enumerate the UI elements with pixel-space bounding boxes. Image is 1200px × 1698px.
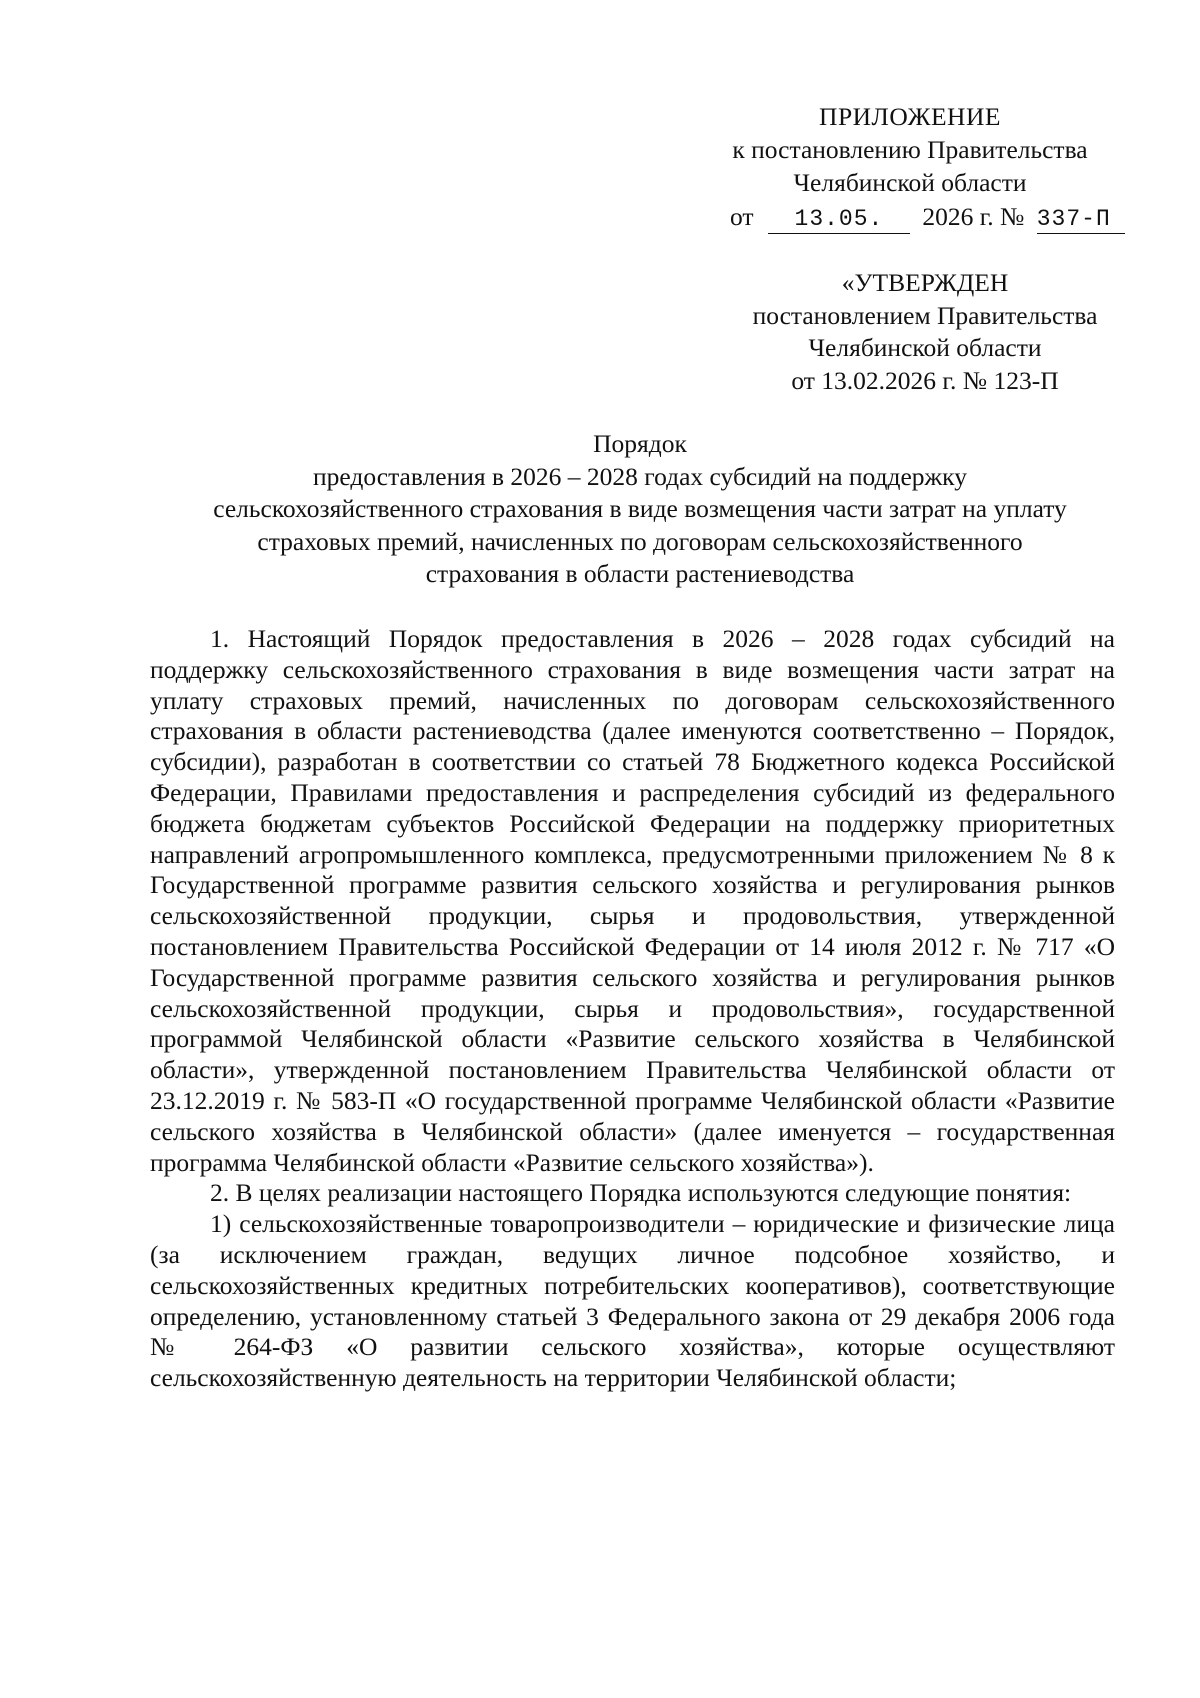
document-body: [150, 624, 1115, 1394]
title-line-1: Порядок: [593, 429, 687, 458]
document-number: 337-П: [1037, 205, 1125, 234]
paragraph-3: 1) сельскохозяйственные товаропроизводители – юридические и физические лица (за исключением граждан, ведущих личное подсобное хозяйство, и сельскохозяйственных кредитных потребительских кооперативов), соответствующие определению, установленному статьей 3 Федерального закона от 29 декабря 2006 года № 264-ФЗ «О развитии сельского хозяйства», которые осуществляют сельскохозяйственную деятельность на территории Челябинской области;: [150, 1209, 1115, 1393]
title-line-5: страхования в области растениеводства: [425, 559, 855, 588]
approved-line-2: Челябинской области: [808, 333, 1042, 362]
document-title: [140, 428, 1140, 591]
title-line-4: страховых премий, начисленных по договорам сельскохозяйственного: [257, 526, 1023, 556]
paragraph-2: 2. В целях реализации настоящего Порядка используются следующие понятия:: [210, 1178, 1072, 1208]
appendix-line-2: Челябинской области: [793, 168, 1027, 197]
approved-line-1: постановлением Правительства: [752, 300, 1098, 330]
title-line-3: сельскохозяйственного страхования в виде возмещения части затрат на уплату: [213, 494, 1067, 523]
appendix-block: [690, 100, 1130, 199]
approved-line-3: от 13.02.2026 г. № 123-П: [791, 365, 1059, 395]
appendix-date-number-line: [730, 200, 1140, 240]
date-prefix: от: [730, 202, 754, 231]
approved-block: [700, 267, 1150, 397]
approved-heading: «УТВЕРЖДЕН: [841, 268, 1009, 297]
appendix-line-1: к постановлению Правительства: [732, 135, 1088, 164]
date-value: 13.05.: [768, 205, 910, 234]
title-line-2: предоставления в 2026 – 2028 годах субсидий на поддержку: [313, 461, 967, 491]
appendix-heading: ПРИЛОЖЕНИЕ: [819, 102, 1001, 131]
paragraph-1: 1. Настоящий Порядок предоставления в 2026 – 2028 годах субсидий на поддержку сельскохозяйственного страхования в виде возмещения части затрат на уплату страховых премий, начисленных по договорам сельскохозяйственного страхования в области растениеводства (далее именуются соответственно – Порядок, субсидии), разработан в соответствии со статьей 78 Бюджетного кодекса Российской Федерации, Правилами предоставления и распределения субсидий из федерального бюджета бюджетам субъектов Российской Федерации на поддержку приоритетных направлений агропромышленного комплекса, предусмотренными приложением № 8 к Государственной программе развития сельского хозяйства и регулирования рынков сельскохозяйственной продукции, сырья и продовольствия, утвержденной постановлением Правительства Российской Федерации от 14 июля 2012 г. № 717 «О Государственной программе развития сельского хозяйства и регулирования рынков сельскохозяйственной продукции, сырья и продовольствия», государственной программой Челябинской области «Развитие сельского хозяйства в Челябинской области», утвержденной постановлением Правительства Челябинской области от 23.12.2019 г. № 583-П «О государственной программе Челябинской области «Развитие сельского хозяйства в Челябинской области» (далее именуется – государственная программа Челябинской области «Развитие сельского хозяйства»).: [150, 624, 1115, 1177]
date-suffix: 2026 г. №: [922, 202, 1025, 231]
